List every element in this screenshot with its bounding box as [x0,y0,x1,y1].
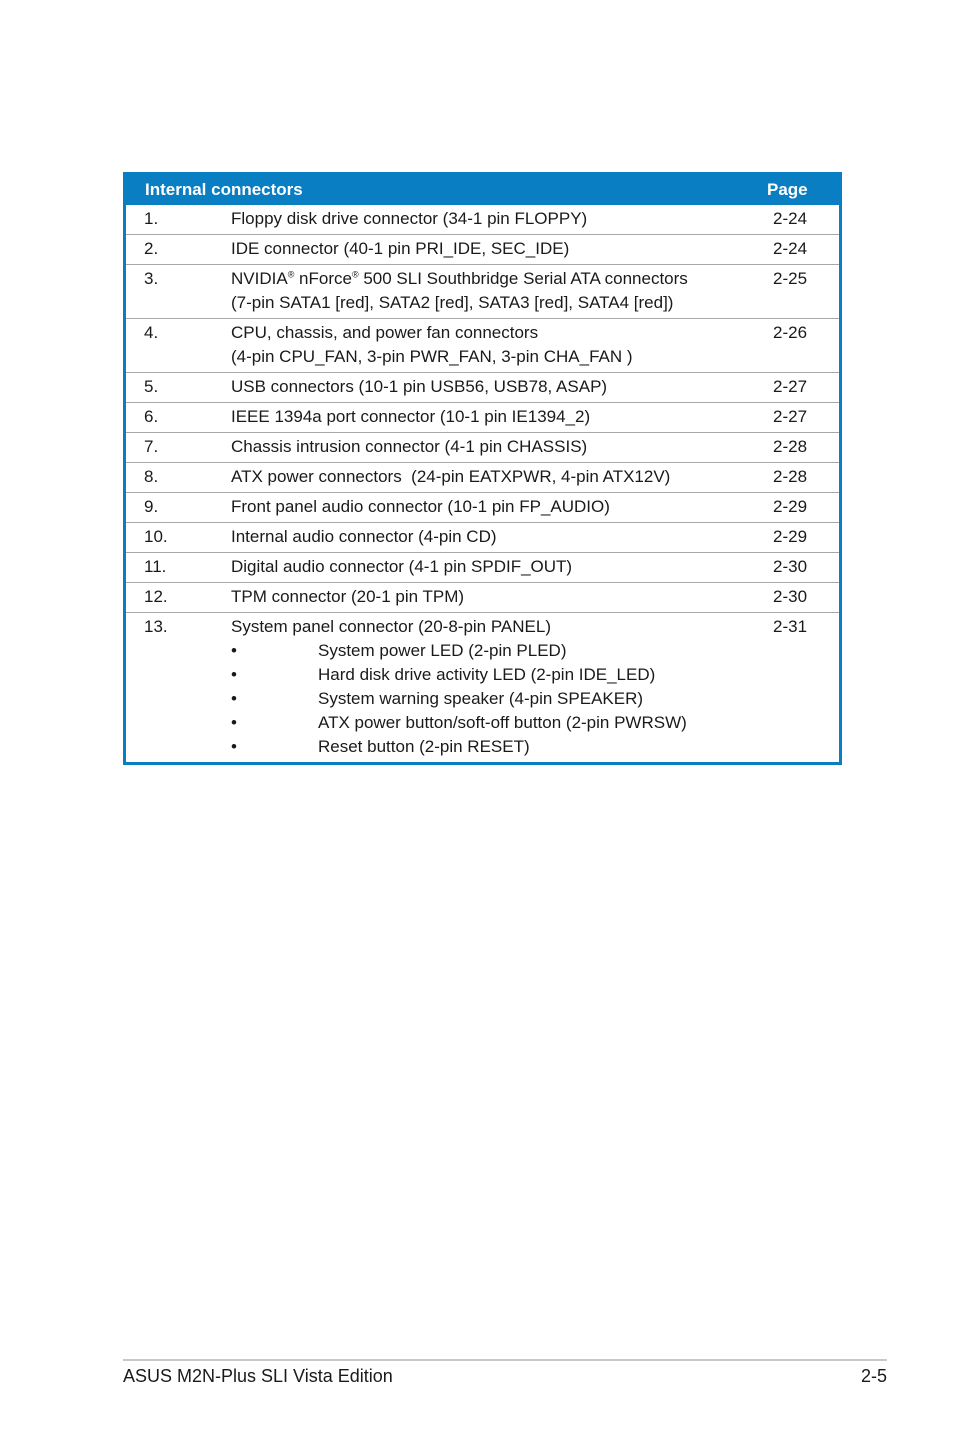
row-number: 13. [144,617,168,636]
description-line: (4-pin CPU_FAN, 3-pin PWR_FAN, 3-pin CHA_FAN ) [231,347,633,366]
description-line: IEEE 1394a port connector (10-1 pin IE1394_2) [231,407,591,426]
description-line: USB connectors (10-1 pin USB56, USB78, ASAP) [231,377,608,396]
row-number: 2. [144,239,159,258]
description-line: System panel connector (20-8-pin PANEL) [231,617,552,636]
table-header [126,175,839,205]
bullet-text: System power LED (2-pin PLED) [318,641,567,660]
row-page: 2-24 [773,209,808,228]
row-page: 2-30 [773,557,808,576]
description-line: Floppy disk drive connector (34-1 pin FLOPPY) [231,209,588,228]
bullet-dot: • [231,641,237,660]
row-page: 2-27 [773,407,808,426]
bullet-text: System warning speaker (4-pin SPEAKER) [318,689,644,708]
row-page: 2-27 [773,377,808,396]
row-number: 4. [144,323,159,342]
table-row [126,612,839,762]
description-line: Chassis intrusion connector (4-1 pin CHASSIS) [231,437,588,456]
row-number: 9. [144,497,159,516]
row-page: 2-28 [773,467,808,486]
bullet-text: ATX power button/soft-off button (2-pin PWRSW) [318,713,687,732]
header-title: Internal connectors [145,180,303,199]
row-number: 11. [144,557,167,576]
row-description [231,375,773,399]
row-page: 2-28 [773,437,808,456]
description-line: IDE connector (40-1 pin PRI_IDE, SEC_IDE) [231,239,570,258]
description-line: Internal audio connector (4-pin CD) [231,527,497,546]
row-description [231,615,773,759]
internal-connectors-table [123,172,842,765]
row-description [231,435,773,459]
description-line: CPU, chassis, and power fan connectors [231,323,539,342]
table-row [126,432,839,462]
bullet-text: Reset button (2-pin RESET) [318,737,530,756]
footer-product-name: ASUS M2N-Plus SLI Vista Edition [123,1366,393,1386]
bullet-dot: • [231,737,237,756]
row-number: 7. [144,437,159,456]
bullet-item [231,639,773,663]
table-row [126,264,839,318]
description-line [231,267,773,291]
row-page: 2-31 [773,617,808,636]
bullet-item [231,735,773,759]
description-line: ATX power connectors (24-pin EATXPWR, 4-pin ATX12V) [231,467,671,486]
row-description [231,207,773,231]
row-number: 12. [144,587,168,606]
footer-page-number: 2-5 [860,1366,887,1386]
row-description [231,555,773,579]
row-description [231,321,773,369]
bullet-item [231,711,773,735]
table-body [126,205,839,762]
table-row [126,234,839,264]
table-row [126,582,839,612]
bullet-dot: • [231,713,237,732]
bullet-dot: • [231,665,237,684]
bullet-item [231,687,773,711]
row-description [231,405,773,429]
row-page: 2-24 [773,239,808,258]
nvidia-text: NVIDIA [231,269,288,288]
table-row [126,318,839,372]
row-description [231,585,773,609]
row-page: 2-29 [773,497,808,516]
table-row [126,552,839,582]
description-line: Digital audio connector (4-1 pin SPDIF_OUT) [231,557,573,576]
row-number: 6. [144,407,159,426]
description-line: (7-pin SATA1 [red], SATA2 [red], SATA3 [red], SATA4 [red]) [231,293,674,312]
row-number: 8. [144,467,159,486]
table-row [126,462,839,492]
nforce-text: nForce [294,269,352,288]
row-number: 5. [144,377,159,396]
row-description [231,495,773,519]
row-description [231,267,773,315]
table-row [126,205,839,234]
description-line: Front panel audio connector (10-1 pin FP_AUDIO) [231,497,610,516]
row-description [231,465,773,489]
description-line: TPM connector (20-1 pin TPM) [231,587,465,606]
bullet-text: Hard disk drive activity LED (2-pin IDE_LED) [318,665,656,684]
row-number: 1. [144,209,159,228]
row-description [231,525,773,549]
table-row [126,492,839,522]
registered-mark: ® [287,269,295,280]
row-page: 2-26 [773,323,808,342]
table-row [126,522,839,552]
sata-text: 500 SLI Southbridge Serial ATA connectors [358,269,688,288]
row-description [231,237,773,261]
row-page: 2-29 [773,527,808,546]
table-row [126,372,839,402]
header-page: Page [767,180,808,199]
registered-mark: ® [351,269,359,280]
row-page: 2-30 [773,587,808,606]
footer-divider [123,1359,887,1361]
row-number: 10. [144,527,168,546]
bullet-item [231,663,773,687]
row-page: 2-25 [773,269,808,288]
row-number: 3. [144,269,159,288]
table-row [126,402,839,432]
bullet-dot: • [231,689,237,708]
